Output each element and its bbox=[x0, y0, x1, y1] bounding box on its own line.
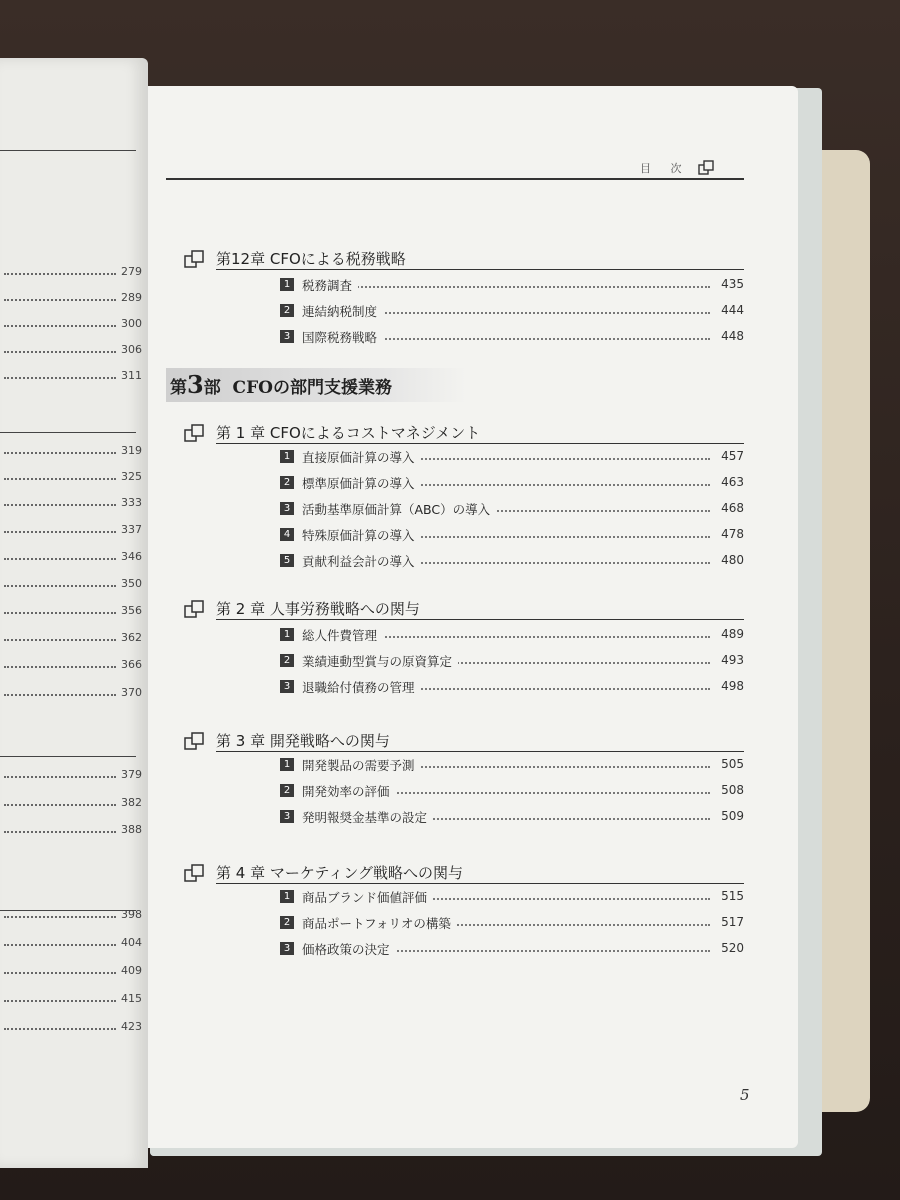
chapter-squares-icon bbox=[184, 250, 206, 268]
item-page-number: 448 bbox=[718, 329, 744, 343]
toc-item bbox=[280, 500, 744, 518]
toc-item bbox=[280, 526, 744, 544]
item-page-number: 508 bbox=[718, 783, 744, 797]
item-number-badge: 3 bbox=[280, 942, 294, 955]
toc-item bbox=[280, 940, 744, 958]
toc-item bbox=[280, 448, 744, 466]
left-toc-entry bbox=[0, 631, 146, 645]
item-label: 貢献利益会計の導入 bbox=[302, 552, 421, 570]
item-number-badge: 2 bbox=[280, 784, 294, 797]
chapter-squares-icon bbox=[184, 864, 206, 882]
page-folio: 5 bbox=[740, 1086, 750, 1104]
item-label: 活動基準原価計算（ABC）の導入 bbox=[302, 500, 496, 518]
left-page-number: 333 bbox=[121, 496, 142, 509]
item-label: 特殊原価計算の導入 bbox=[302, 526, 421, 544]
left-toc-entry bbox=[0, 577, 146, 591]
left-page-number: 398 bbox=[121, 908, 142, 921]
item-number-badge: 5 bbox=[280, 554, 294, 567]
toc-item bbox=[280, 888, 744, 906]
right-page bbox=[148, 86, 798, 1148]
left-page-number: 356 bbox=[121, 604, 142, 617]
item-page-number: 509 bbox=[718, 809, 744, 823]
chapter-title: 第 4 章 マーケティング戦略への関与 bbox=[216, 864, 464, 882]
header-rule bbox=[166, 178, 744, 180]
item-page-number: 478 bbox=[718, 527, 744, 541]
item-number-badge: 3 bbox=[280, 502, 294, 515]
left-toc-entry bbox=[0, 369, 146, 383]
chapter-squares-icon bbox=[184, 732, 206, 750]
left-toc-entry bbox=[0, 604, 146, 618]
chapter-4-heading bbox=[184, 862, 744, 884]
chapter-3-heading bbox=[184, 730, 744, 752]
part-title: CFOの部門支援業務 bbox=[232, 378, 392, 398]
item-number-badge: 1 bbox=[280, 450, 294, 463]
item-page-number: 435 bbox=[718, 277, 744, 291]
left-page bbox=[0, 58, 148, 1168]
item-label: 標準原価計算の導入 bbox=[302, 474, 421, 492]
item-number-badge: 2 bbox=[280, 654, 294, 667]
left-toc-entry bbox=[0, 686, 146, 700]
item-number-badge: 3 bbox=[280, 810, 294, 823]
left-toc-entry bbox=[0, 291, 146, 305]
item-page-number: 457 bbox=[718, 449, 744, 463]
item-label: 開発効率の評価 bbox=[302, 782, 396, 800]
toc-item bbox=[280, 782, 744, 800]
chapter-1-heading bbox=[184, 422, 744, 444]
part-3-heading bbox=[166, 368, 466, 402]
toc-item bbox=[280, 914, 744, 932]
chapter-title: 第12章 CFOによる税務戦略 bbox=[216, 250, 406, 268]
left-toc-entry bbox=[0, 964, 146, 978]
toc-item bbox=[280, 302, 744, 320]
item-label: 直接原価計算の導入 bbox=[302, 448, 421, 466]
left-page-number: 379 bbox=[121, 768, 142, 781]
left-toc-entry bbox=[0, 470, 146, 484]
left-toc-entry bbox=[0, 496, 146, 510]
item-page-number: 489 bbox=[718, 627, 744, 641]
left-page-number: 366 bbox=[121, 658, 142, 671]
left-toc-entry bbox=[0, 908, 146, 922]
item-number-badge: 2 bbox=[280, 916, 294, 929]
left-rule bbox=[0, 432, 136, 433]
left-toc-entry bbox=[0, 1020, 146, 1034]
item-label: 商品ポートフォリオの構築 bbox=[302, 914, 457, 932]
left-toc-entry bbox=[0, 823, 146, 837]
left-page-number: 306 bbox=[121, 343, 142, 356]
left-page-number: 279 bbox=[121, 265, 142, 278]
item-page-number: 493 bbox=[718, 653, 744, 667]
left-page-number: 300 bbox=[121, 317, 142, 330]
left-rule bbox=[0, 150, 136, 151]
item-number-badge: 1 bbox=[280, 890, 294, 903]
item-page-number: 468 bbox=[718, 501, 744, 515]
item-label: 業績連動型賞与の原資算定 bbox=[302, 652, 458, 670]
left-toc-entry bbox=[0, 796, 146, 810]
left-page-number: 289 bbox=[121, 291, 142, 304]
chapter-title: 第 1 章 CFOによるコストマネジメント bbox=[216, 424, 481, 442]
item-page-number: 520 bbox=[718, 941, 744, 955]
left-page-number: 370 bbox=[121, 686, 142, 699]
left-page-number: 423 bbox=[121, 1020, 142, 1033]
item-page-number: 480 bbox=[718, 553, 744, 567]
item-page-number: 444 bbox=[718, 303, 744, 317]
item-number-badge: 1 bbox=[280, 758, 294, 771]
item-number-badge: 3 bbox=[280, 680, 294, 693]
toc-item bbox=[280, 328, 744, 346]
chapter-squares-icon bbox=[184, 424, 206, 442]
running-head: 目 次 bbox=[640, 162, 690, 175]
item-page-number: 505 bbox=[718, 757, 744, 771]
left-toc-entry bbox=[0, 768, 146, 782]
left-toc-entry bbox=[0, 444, 146, 458]
toc-item bbox=[280, 808, 744, 826]
item-page-number: 517 bbox=[718, 915, 744, 929]
part-number: 3 bbox=[187, 370, 204, 399]
left-toc-entry bbox=[0, 658, 146, 672]
part-suffix: 部 bbox=[203, 378, 221, 398]
item-page-number: 498 bbox=[718, 679, 744, 693]
toc-item bbox=[280, 474, 744, 492]
item-label: 退職給付債務の管理 bbox=[302, 678, 421, 696]
item-number-badge: 1 bbox=[280, 628, 294, 641]
toc-item bbox=[280, 276, 744, 294]
chapter-squares-icon bbox=[184, 600, 206, 618]
left-page-number: 415 bbox=[121, 992, 142, 1005]
left-page-number: 346 bbox=[121, 550, 142, 563]
item-label: 商品ブランド価値評価 bbox=[302, 888, 433, 906]
left-rule bbox=[0, 756, 136, 757]
item-number-badge: 2 bbox=[280, 476, 294, 489]
item-label: 発明報奨金基準の設定 bbox=[302, 808, 433, 826]
toc-item bbox=[280, 552, 744, 570]
left-page-number: 319 bbox=[121, 444, 142, 457]
chapter-12-heading bbox=[184, 248, 744, 270]
item-number-badge: 2 bbox=[280, 304, 294, 317]
left-page-number: 388 bbox=[121, 823, 142, 836]
left-page-number: 362 bbox=[121, 631, 142, 644]
item-label: 総人件費管理 bbox=[302, 626, 383, 644]
left-page-number: 337 bbox=[121, 523, 142, 536]
left-toc-entry bbox=[0, 523, 146, 537]
item-number-badge: 1 bbox=[280, 278, 294, 291]
left-page-number: 404 bbox=[121, 936, 142, 949]
left-toc-entry bbox=[0, 550, 146, 564]
left-toc-entry bbox=[0, 343, 146, 357]
left-toc-entry bbox=[0, 936, 146, 950]
toc-item bbox=[280, 678, 744, 696]
left-page-number: 350 bbox=[121, 577, 142, 590]
left-page-number: 409 bbox=[121, 964, 142, 977]
toc-item bbox=[280, 652, 744, 670]
left-page-number: 311 bbox=[121, 369, 142, 382]
left-toc-entry bbox=[0, 992, 146, 1006]
header-squares-icon bbox=[698, 160, 714, 176]
item-page-number: 515 bbox=[718, 889, 744, 903]
item-label: 税務調査 bbox=[302, 276, 358, 294]
left-page-number: 382 bbox=[121, 796, 142, 809]
item-number-badge: 4 bbox=[280, 528, 294, 541]
toc-item bbox=[280, 626, 744, 644]
chapter-title: 第 2 章 人事労務戦略への関与 bbox=[216, 600, 420, 618]
item-label: 開発製品の需要予測 bbox=[302, 756, 421, 774]
left-page-number: 325 bbox=[121, 470, 142, 483]
item-label: 連結納税制度 bbox=[302, 302, 383, 320]
part-prefix: 第 bbox=[170, 378, 187, 398]
item-page-number: 463 bbox=[718, 475, 744, 489]
item-label: 国際税務戦略 bbox=[302, 328, 383, 346]
item-label: 価格政策の決定 bbox=[302, 940, 396, 958]
left-toc-entry bbox=[0, 265, 146, 279]
left-toc-entry bbox=[0, 317, 146, 331]
item-number-badge: 3 bbox=[280, 330, 294, 343]
chapter-2-heading bbox=[184, 598, 744, 620]
chapter-title: 第 3 章 開発戦略への関与 bbox=[216, 732, 390, 750]
toc-item bbox=[280, 756, 744, 774]
